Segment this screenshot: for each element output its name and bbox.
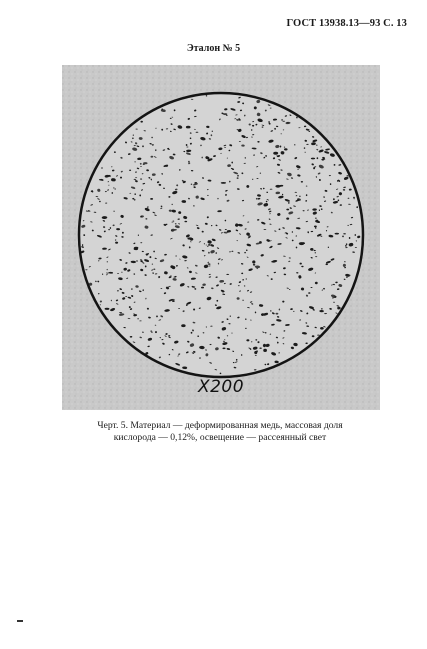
inclusion-spot	[236, 359, 237, 361]
margin-mark	[17, 620, 23, 622]
inclusion-spot	[250, 349, 251, 350]
inclusion-spot	[320, 327, 324, 330]
inclusion-spot	[201, 287, 204, 289]
figure-title: Эталон № 5	[186, 43, 241, 54]
caption-line-2: кислорода — 0,12%, освещение — рассеянный свет	[113, 431, 327, 443]
inclusion-spot	[129, 170, 131, 171]
figure-caption	[70, 420, 370, 443]
inclusion-spot	[152, 264, 153, 265]
inclusion-spot	[301, 181, 303, 183]
inclusion-spot	[354, 198, 355, 199]
inclusion-spot	[143, 162, 147, 164]
micrograph-figure	[62, 65, 380, 410]
inclusion-spot	[335, 233, 339, 235]
inclusion-spot	[184, 221, 187, 223]
inclusion-spot	[224, 147, 226, 148]
magnification-label: X200	[197, 377, 245, 397]
inclusion-spot	[221, 182, 226, 184]
caption-line-1: Черт. 5. Материал — деформированная медь, массовая доля	[97, 420, 343, 431]
inclusion-spot	[259, 347, 261, 348]
micrograph-image	[62, 65, 380, 410]
page-header: ГОСТ 13938.13—93 С. 13	[286, 18, 407, 29]
inclusion-spot	[320, 236, 322, 237]
inclusion-spot	[178, 308, 180, 309]
inclusion-spot	[255, 339, 257, 341]
inclusion-spot	[238, 285, 240, 286]
